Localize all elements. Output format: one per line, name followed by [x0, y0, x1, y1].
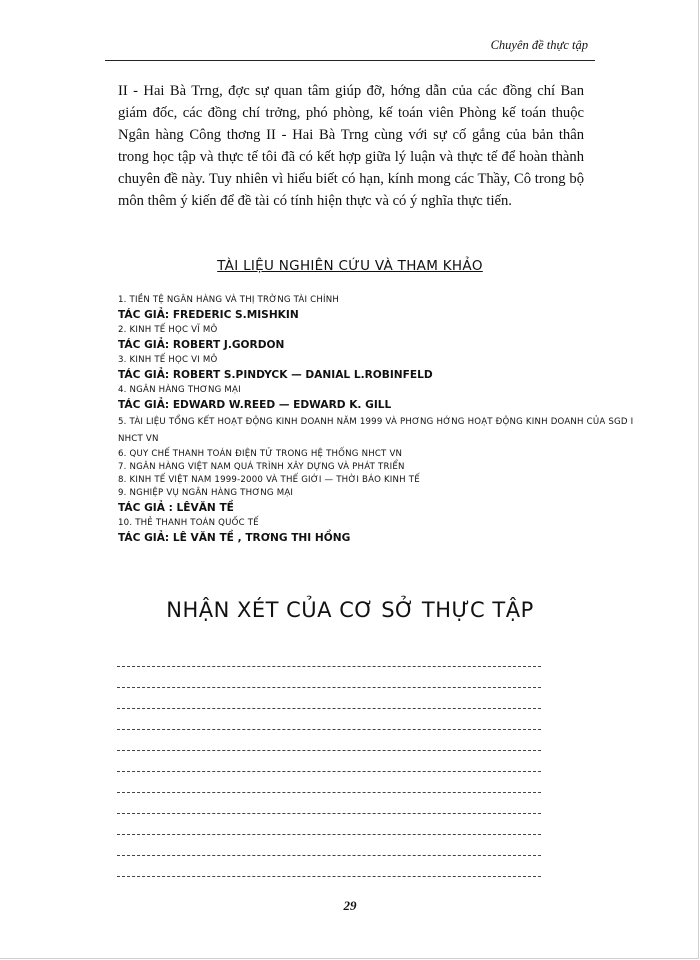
references-list — [118, 294, 638, 547]
review-dash-line — [117, 667, 541, 688]
reference-title: 2. KINH TẾ HỌC VĨ MÔ — [118, 325, 218, 335]
review-heading: NHẬN XÉT CỦA CƠ SỞ THỰC TẬP — [166, 598, 534, 622]
review-dash-line — [117, 856, 541, 877]
review-dash-line — [117, 793, 541, 814]
reference-title: 10. THẺ THANH TOÁN QUỐC TẾ — [118, 518, 259, 528]
reference-title: 9. NGHIỆP VỤ NGÂN HÀNG THƠNG MẠI — [118, 488, 294, 498]
reference-item — [118, 384, 638, 414]
reference-author: TÁC GIẢ: ROBERT S.PINDYCK — DANIAL L.ROBINFELD — [118, 369, 433, 381]
review-dash-line — [117, 688, 541, 709]
reference-author: TÁC GIẢ: LÊ VĂN TỀ , TRƠNG THI HỒNG — [118, 532, 351, 544]
review-dash-line — [117, 814, 541, 835]
reference-item — [118, 414, 638, 448]
reference-title: 4. NGÂN HÀNG THƠNG MẠI — [118, 385, 241, 395]
reference-item — [118, 324, 638, 354]
intro-paragraph: II - Hai Bà Trng, đợc sự quan tâm giúp đỡ, hớng dẫn của các đồng chí Ban giám đốc, các đồng chí trởng, phó phòng, kế toán viên Phòng kế toán thuộc Ngân hàng Công thơng II - Hai Bà Trng cùng với sự cố gắng của bản thân trong học tập và thực tế tôi đã có kết hợp giữa lý luận và thực tế để hoàn thành chuyên đề này. Tuy nhiên vì hiểu biết có hạn, kính mong các Thầy, Cô trong bộ môn thêm ý kiến để đề tài có tính hiện thực và có ý nghĩa thực tiến. — [118, 83, 584, 209]
review-dash-line — [117, 730, 541, 751]
review-lines — [117, 646, 541, 877]
reference-item — [118, 461, 638, 474]
reference-title: 6. QUY CHẾ THANH TOÁN ĐIỆN TỬ TRONG HỆ THỐNG NHCT VN — [118, 449, 403, 459]
reference-author: TÁC GIẢ: EDWARD W.REED — EDWARD K. GILL — [118, 399, 392, 411]
review-dash-line — [117, 835, 541, 856]
reference-item — [118, 474, 638, 487]
review-dash-line — [117, 751, 541, 772]
reference-author: TÁC GIẢ: ROBERT J.GORDON — [118, 339, 285, 351]
running-header: Chuyên đề thực tập — [490, 38, 588, 52]
review-dash-line — [117, 709, 541, 730]
reference-item — [118, 354, 638, 384]
header-rule — [105, 60, 595, 61]
reference-title: 1. TIỀN TỆ NGÂN HÀNG VÀ THỊ TRỜNG TÀI CHÍNH — [118, 295, 340, 305]
reference-title: 7. NGÂN HÀNG VIỆT NAM QUÁ TRÌNH XÂY DỰNG VÀ PHÁT TRIỂN — [118, 462, 405, 472]
reference-item — [118, 517, 638, 547]
reference-title: 8. KINH TẾ VIỆT NAM 1999-2000 VÀ THẾ GIỚI — THỜI BÁO KINH TẾ — [118, 475, 420, 485]
reference-item — [118, 294, 638, 324]
reference-author: TÁC GIẢ : LÊVĂN TỀ — [118, 502, 234, 514]
reference-item — [118, 487, 638, 517]
page-number: 29 — [343, 898, 357, 913]
review-dash-line — [117, 646, 541, 667]
review-dash-line — [117, 772, 541, 793]
reference-title: 3. KINH TẾ HỌC VI MÔ — [118, 355, 218, 365]
references-heading: TÀI LIỆU NGHIÊN CỨU VÀ THAM KHẢO — [217, 258, 483, 274]
reference-item — [118, 448, 638, 461]
reference-title: 5. TÀI LIỆU TỔNG KẾT HOẠT ĐỘNG KINH DOANH NĂM 1999 VÀ PHƠNG HỚNG HOẠT ĐỘNG KINH DOANH CỦA SGD I NHCT VN — [118, 417, 634, 444]
reference-author: TÁC GIẢ: FREDERIC S.MISHKIN — [118, 309, 299, 321]
